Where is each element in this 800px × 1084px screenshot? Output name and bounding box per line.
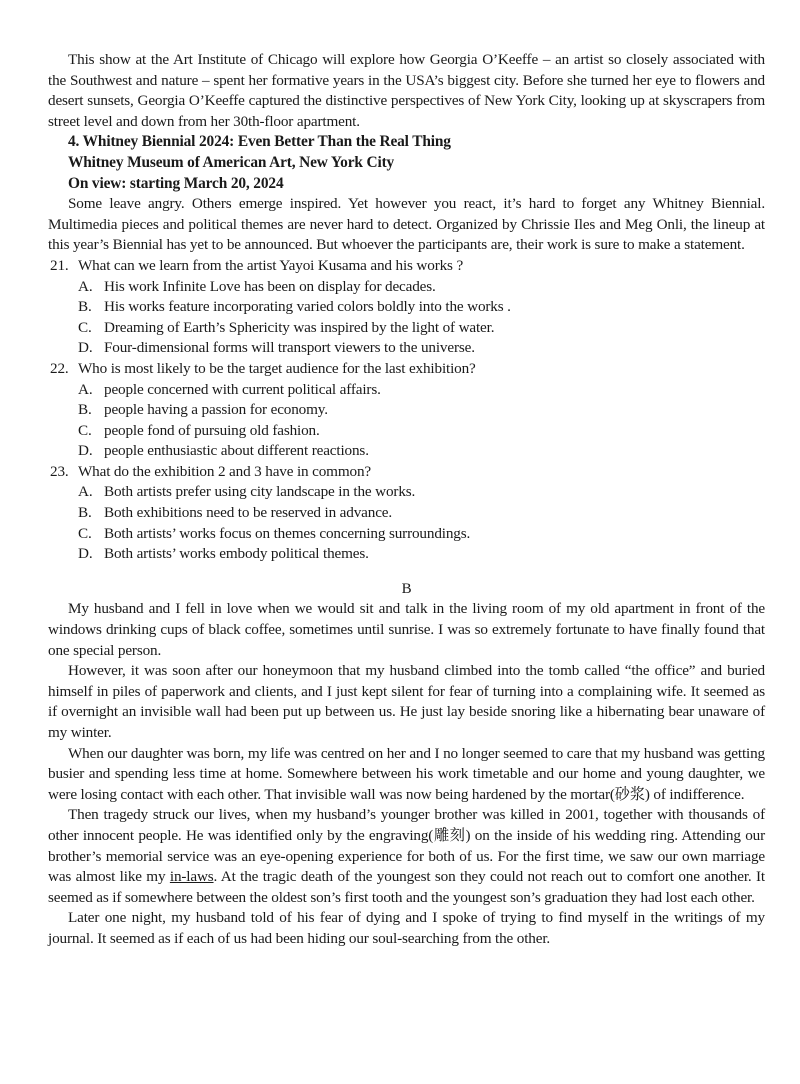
option-text: people fond of pursuing old fashion.: [104, 421, 320, 439]
option-letter: A.: [78, 380, 93, 398]
option-d: [48, 441, 765, 462]
paragraph-4-text-after: . At the tragic death of the youngest son they could not reach out to comfort one another. It seemed as if somewhere between the oldest son’s first tooth and the youngest son’s graduation they had lost each other.: [48, 868, 765, 906]
passage-b-paragraph-5: Later one night, my husband told of his fear of dying and I spoke of trying to find myself in the writings of my journal. It seemed as if each of us had been hiding our soul-searching from the other.: [48, 909, 765, 947]
option-letter: D.: [78, 545, 93, 563]
section-b-label: B: [401, 580, 412, 597]
option-text: Both artists’ works focus on themes concerning surroundings.: [104, 524, 471, 542]
option-text: people enthusiastic about different reactions.: [104, 442, 369, 460]
option-letter: B.: [78, 504, 92, 522]
question-21: [48, 256, 765, 359]
option-text: His works feature incorporating varied colors boldly into the works .: [104, 298, 511, 316]
option-letter: D.: [78, 339, 93, 357]
option-letter: C.: [78, 421, 92, 439]
option-text: Both artists’ works embody political themes.: [104, 545, 369, 563]
option-letter: B.: [78, 298, 92, 316]
option-text: people having a passion for economy.: [104, 401, 328, 419]
option-letter: D.: [78, 442, 93, 460]
option-text: His work Infinite Love has been on display for decades.: [104, 277, 436, 295]
option-a: [48, 482, 765, 503]
exam-page: [48, 50, 765, 950]
question-number: 22.: [50, 359, 69, 377]
option-text: Both artists prefer using city landscape in the works.: [104, 483, 416, 501]
question-stem: [48, 256, 765, 277]
question-22: [48, 359, 765, 462]
question-stem: [48, 359, 765, 380]
option-a: [48, 380, 765, 401]
exhibition-4-dates: On view: starting March 20, 2024: [68, 174, 284, 192]
passage-b-paragraph-3: When our daughter was born, my life was centred on her and I no longer seemed to care that my husband was getting busier and spending less time at home. Somewhere between his work timetable and our home and young daughter, we were losing contact with each other. That invisible wall was now being hardened by the mortar(砂浆) of indifference.: [48, 744, 765, 803]
option-b: [48, 503, 765, 524]
exhibition-4-description: Some leave angry. Others emerge inspired. Yet however you react, it’s hard to forget any Whitney Biennial. Multimedia pieces and political themes are never hard to detect. Organized by Chrissie Iles and Meg Onli, the lineup at this year’s Biennial has yet to be announced. But whoever the participants are, their work is sure to make a statement.: [48, 195, 765, 254]
option-b: [48, 400, 765, 421]
option-text: Four-dimensional forms will transport viewers to the universe.: [104, 339, 475, 357]
paragraph-4-text-before: Then tragedy struck our lives, when my husband’s younger brother was killed in 2001, together with thousands of other innocent people. He was identified only by the engraving(雕刻) on the inside of his wedding ring. Attending our brother’s memorial service was an eye-opening experience for both of us. For the first time, we saw our own marriage was almost like my: [48, 806, 765, 886]
passage-b-paragraph-1: My husband and I fell in love when we would sit and talk in the living room of my old apartment in front of the windows drinking cups of black coffee, sometimes until sunrise. I was so extremely fortunate to have finally found that one special person.: [48, 600, 765, 659]
question-number: 23.: [50, 462, 69, 480]
question-23: [48, 462, 765, 565]
option-c: [48, 421, 765, 442]
intro-paragraph: This show at the Art Institute of Chicago will explore how Georgia O’Keeffe – an artist so closely associated with the Southwest and nature – spent her formative years in the USA’s biggest city. Before she turned her eye to flowers and desert sunsets, Georgia O’Keeffe captured the distinctive perspectives of New York City, looking up at skyscrapers from street level and down from her 30th-floor apartment.: [48, 51, 765, 130]
exhibition-4-venue: Whitney Museum of American Art, New York City: [68, 153, 395, 171]
underlined-term-in-laws: in-laws: [169, 868, 214, 886]
option-d: [48, 544, 765, 565]
option-letter: A.: [78, 483, 93, 501]
option-b: [48, 297, 765, 318]
option-letter: A.: [78, 277, 93, 295]
option-a: [48, 277, 765, 298]
passage-b-paragraph-2: However, it was soon after our honeymoon that my husband climbed into the tomb called “the office” and buried himself in piles of paperwork and clients, and I just kept silent for fear of turning into a complaining wife. It seemed as if overnight an invisible wall had been put up between us. He just lay beside snoring like a hibernating bear unaware of my winter.: [48, 662, 765, 741]
question-number: 21.: [50, 256, 69, 274]
option-c: [48, 318, 765, 339]
option-text: Both exhibitions need to be reserved in advance.: [104, 504, 393, 522]
question-text: What can we learn from the artist Yayoi Kusama and his works ?: [78, 256, 464, 274]
exhibition-4-block: [48, 132, 765, 256]
option-letter: C.: [78, 318, 92, 336]
question-text: Who is most likely to be the target audience for the last exhibition?: [78, 359, 476, 377]
question-stem: [48, 462, 765, 483]
option-d: [48, 338, 765, 359]
exhibition-4-title: 4. Whitney Biennial 2024: Even Better Than the Real Thing: [68, 133, 451, 151]
option-c: [48, 524, 765, 545]
option-letter: B.: [78, 401, 92, 419]
question-text: What do the exhibition 2 and 3 have in common?: [78, 462, 371, 480]
option-letter: C.: [78, 524, 92, 542]
option-text: Dreaming of Earth’s Sphericity was inspired by the light of water.: [104, 318, 495, 336]
passage-b-paragraph-4: [48, 805, 765, 908]
option-text: people concerned with current political affairs.: [104, 380, 381, 398]
